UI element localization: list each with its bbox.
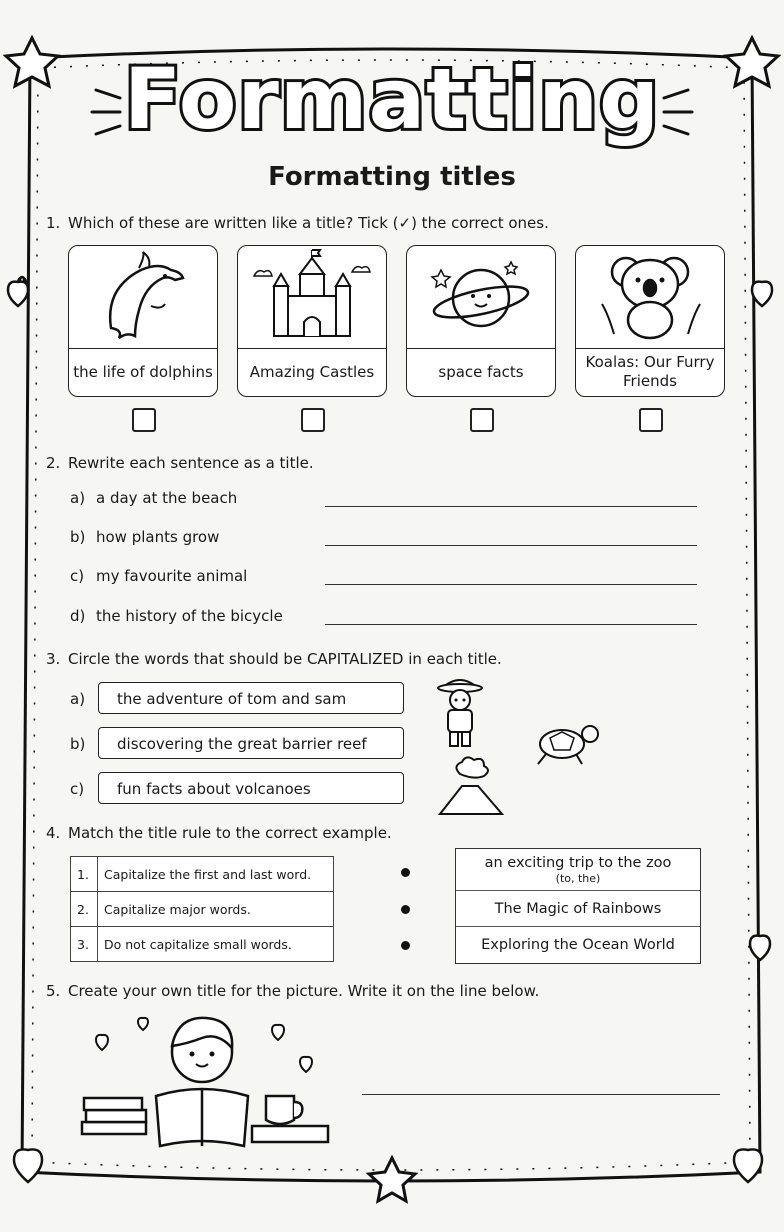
question-number: 4. — [46, 824, 61, 842]
question-2 — [46, 454, 314, 472]
title-box[interactable]: fun facts about volcanoes — [98, 772, 404, 804]
tick-checkbox[interactable] — [639, 408, 663, 432]
explorer-boy-icon — [430, 672, 490, 752]
title-card — [406, 245, 556, 397]
rule-text: Capitalize major words. — [98, 892, 334, 927]
card-label: the life of dolphins — [73, 362, 213, 381]
question-prompt: Rewrite each sentence as a title. — [68, 454, 314, 472]
tick-checkbox[interactable] — [301, 408, 325, 432]
rewrite-item — [70, 489, 237, 507]
castle-icon — [238, 246, 386, 349]
rules-table — [70, 856, 334, 962]
answer-line[interactable] — [325, 624, 697, 625]
table-row — [71, 927, 334, 962]
question-number: 5. — [46, 982, 61, 1000]
tick-checkbox[interactable] — [132, 408, 156, 432]
title-box[interactable]: discovering the great barrier reef — [98, 727, 404, 759]
rewrite-item — [70, 567, 247, 585]
card-label: Koalas: Our Furry Friends — [585, 353, 715, 390]
tick-checkbox[interactable] — [470, 408, 494, 432]
item-letter: b) — [70, 735, 86, 753]
question-number: 3. — [46, 650, 61, 668]
match-dot[interactable] — [401, 905, 410, 914]
item-text: my favourite animal — [96, 567, 248, 585]
example-cell[interactable] — [456, 891, 700, 927]
answer-line[interactable] — [325, 506, 697, 507]
rule-number: 1. — [71, 857, 98, 892]
card-label: Amazing Castles — [249, 362, 375, 381]
rewrite-item — [70, 528, 219, 546]
table-row — [71, 892, 334, 927]
item-letter: a) — [70, 690, 86, 708]
question-prompt: Match the title rule to the correct example. — [68, 824, 392, 842]
worksheet-title: Formatting — [123, 50, 661, 148]
volcano-icon — [436, 756, 508, 818]
card-label: space facts — [438, 362, 524, 381]
answer-line[interactable] — [325, 584, 697, 585]
question-3 — [46, 650, 502, 668]
example-cell[interactable] — [456, 849, 700, 891]
title-card — [68, 245, 218, 397]
question-number: 1. — [46, 214, 61, 232]
dolphin-icon — [69, 246, 217, 349]
example-cell[interactable] — [456, 927, 700, 963]
question-prompt: Which of these are written like a title? Tick (✓) the correct ones. — [68, 214, 549, 232]
question-prompt: Create your own title for the picture. Write it on the line below. — [68, 982, 540, 1000]
match-dot[interactable] — [401, 868, 410, 877]
item-letter: a) — [70, 489, 86, 507]
example-text: The Magic of Rainbows — [494, 900, 662, 917]
item-letter: c) — [70, 780, 85, 798]
question-prompt: Circle the words that should be CAPITALIZED in each title. — [68, 650, 502, 668]
question-5 — [46, 982, 539, 1000]
item-text: how plants grow — [96, 528, 220, 546]
answer-line[interactable] — [325, 545, 697, 546]
question-number: 2. — [46, 454, 61, 472]
title-card — [237, 245, 387, 397]
reading-child-icon — [76, 1010, 336, 1154]
example-text: an exciting trip to the zoo — [484, 854, 672, 871]
rewrite-item — [70, 607, 283, 625]
match-dot[interactable] — [401, 941, 410, 950]
examples-table — [455, 848, 701, 964]
title-box[interactable]: the adventure of tom and sam — [98, 682, 404, 714]
item-letter: c) — [70, 567, 85, 585]
rule-number: 2. — [71, 892, 98, 927]
item-text: a day at the beach — [96, 489, 238, 507]
koala-icon — [576, 246, 724, 349]
example-text: Exploring the Ocean World — [481, 937, 675, 953]
table-row — [71, 857, 334, 892]
question-1 — [46, 214, 549, 232]
question-4 — [46, 824, 392, 842]
item-letter: d) — [70, 607, 86, 625]
item-text: the history of the bicycle — [96, 607, 283, 625]
planet-icon — [407, 246, 555, 349]
item-letter: b) — [70, 528, 86, 546]
rule-text: Capitalize the first and last word. — [98, 857, 334, 892]
rule-text: Do not capitalize small words. — [98, 927, 334, 962]
worksheet-subtitle: Formatting titles — [268, 162, 516, 192]
turtle-icon — [526, 718, 602, 772]
title-card — [575, 245, 725, 397]
example-note: (to, the) — [555, 871, 601, 885]
answer-line[interactable] — [362, 1094, 720, 1095]
rule-number: 3. — [71, 927, 98, 962]
